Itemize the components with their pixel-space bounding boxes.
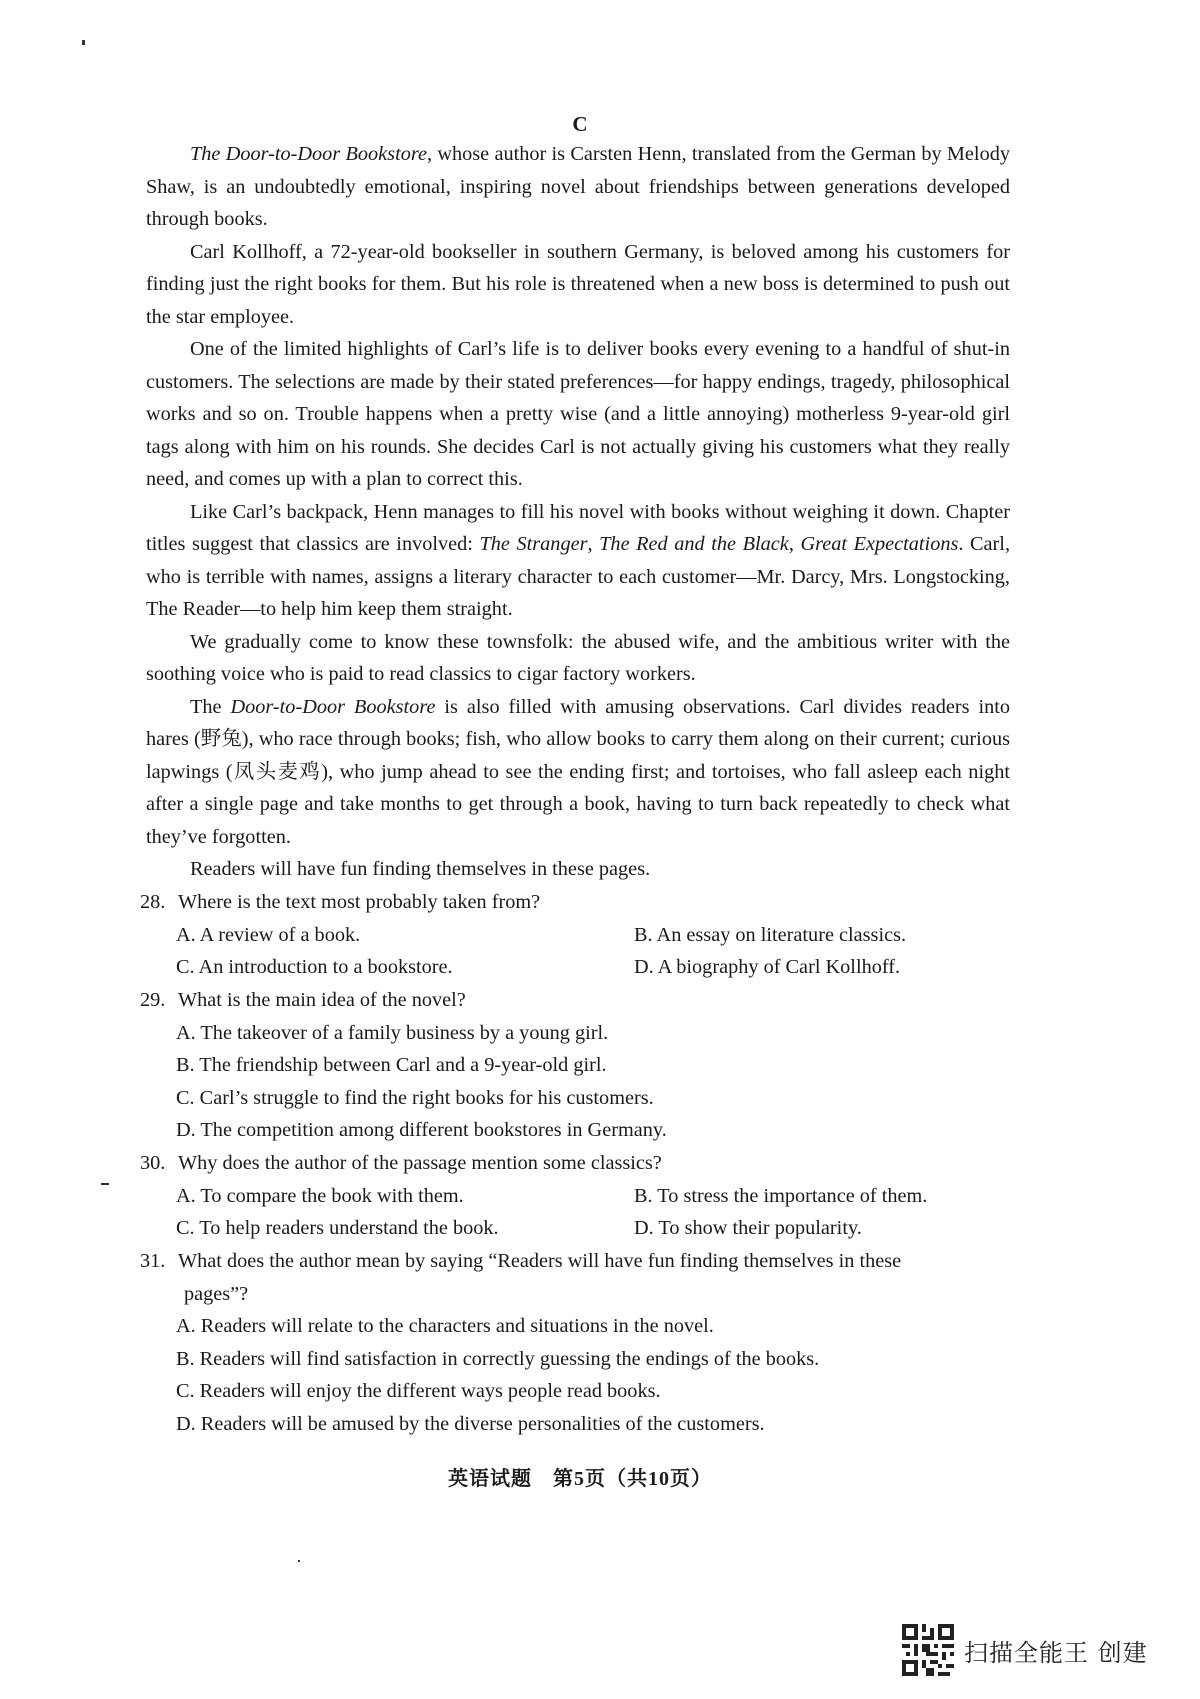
option-list bbox=[176, 1180, 1020, 1245]
question-stem: 29. What is the main idea of the novel? bbox=[140, 984, 1020, 1017]
section-letter: C bbox=[572, 112, 588, 136]
option-b: B. Readers will find satisfaction in correctly guessing the endings of the books. bbox=[176, 1347, 820, 1370]
question-number: 30. bbox=[140, 1152, 166, 1174]
book-title: Door-to-Door Bookstore bbox=[230, 695, 436, 718]
option-b: B. To stress the importance of them. bbox=[634, 1184, 928, 1207]
option-a: A. Readers will relate to the characters and situations in the novel. bbox=[176, 1315, 714, 1337]
question-stem-continued: pages”? bbox=[184, 1282, 249, 1305]
qr-code-icon bbox=[902, 1624, 954, 1676]
option-a: A. A review of a book. bbox=[176, 923, 361, 946]
question-28 bbox=[140, 886, 1020, 984]
option-list bbox=[176, 1017, 1020, 1147]
passage-paragraph-6: The Door-to-Door Bookstore is also filled with amusing observations. Carl divides readers into hares (野兔), who race through books; fish, who allow books to carry them along on their current; curious lapwings (凤头麦鸡), who jump ahead to see the ending first; and tortoises, who fall asleep each night after a single page and take months to get through a book, having to turn back repeatedly to check what they’ve forgotten. bbox=[146, 695, 1011, 848]
scan-speck bbox=[101, 1183, 109, 1185]
question-stem: 28. Where is the text most probably taken from? bbox=[140, 886, 1020, 919]
passage-paragraph-5: We gradually come to know these townsfolk: the abused wife, and the ambitious writer with the soothing voice who is paid to read classics to cigar factory workers. bbox=[146, 630, 1010, 685]
option-c: C. Readers will enjoy the different ways people read books. bbox=[176, 1380, 661, 1402]
passage-paragraph-4: Like Carl’s backpack, Henn manages to fill his novel with books without weighing it down. Chapter titles suggest that classics are involved: The Stranger, The Red and the Black, Great Expectations. Carl, who is terrible with names, assigns a literary character to each customer—Mr. Darcy, Mrs. Longstocking, The Reader—to help him keep them straight. bbox=[146, 500, 1011, 620]
question-number: 31. bbox=[140, 1250, 166, 1272]
classic-title: Great Expectations bbox=[800, 533, 959, 555]
option-list bbox=[176, 919, 1020, 984]
question-30 bbox=[140, 1147, 1020, 1245]
option-a: A. To compare the book with them. bbox=[176, 1184, 464, 1207]
book-title: The Door-to-Door Bookstore bbox=[190, 143, 427, 165]
option-c: C. Carl’s struggle to find the right books for his customers. bbox=[176, 1086, 654, 1109]
option-d: D. To show their popularity. bbox=[634, 1217, 862, 1239]
watermark-text: 扫描全能王 创建 bbox=[964, 1638, 1148, 1667]
classic-title: The Stranger bbox=[479, 533, 588, 555]
passage bbox=[146, 138, 1010, 886]
option-d: D. The competition among different bookstores in Germany. bbox=[176, 1119, 667, 1141]
question-number: 29. bbox=[140, 989, 166, 1011]
option-d: D. Readers will be amused by the diverse personalities of the customers. bbox=[176, 1412, 765, 1435]
scanner-watermark bbox=[902, 1624, 1148, 1676]
option-b: B. An essay on literature classics. bbox=[634, 923, 907, 946]
option-list bbox=[176, 1310, 1020, 1440]
passage-paragraph-1: The Door-to-Door Bookstore, whose author is Carsten Henn, translated from the German by Melody Shaw, is an undoubtedly emotional, inspiring novel about friendships between generations developed through books. bbox=[146, 143, 1010, 230]
question-29 bbox=[140, 984, 1020, 1147]
option-b: B. The friendship between Carl and a 9-year-old girl. bbox=[176, 1054, 607, 1076]
scan-speck bbox=[82, 40, 85, 45]
passage-paragraph-7: Readers will have fun finding themselves in these pages. bbox=[190, 858, 651, 880]
question-31 bbox=[140, 1245, 1020, 1440]
scan-speck bbox=[298, 1560, 300, 1562]
option-c: C. An introduction to a bookstore. bbox=[176, 956, 453, 978]
classic-title: The Red and the Black bbox=[599, 533, 789, 555]
passage-paragraph-2: Carl Kollhoff, a 72-year-old bookseller in southern Germany, is beloved among his customers for finding just the right books for them. But his role is threatened when a new boss is determined to push out the star employee. bbox=[146, 240, 1010, 328]
question-number: 28. bbox=[140, 891, 166, 913]
option-c: C. To help readers understand the book. bbox=[176, 1217, 499, 1239]
passage-paragraph-3: One of the limited highlights of Carl’s life is to deliver books every evening to a handful of shut-in customers. The selections are made by their stated preferences—for happy endings, tragedy, philosophical works and so on. Trouble happens when a pretty wise (and a little annoying) motherless 9-year-old girl tags along with him on his rounds. She decides Carl is not actually giving his customers what they really need, and comes up with a plan to correct this. bbox=[146, 338, 1010, 490]
page-footer: 英语试题 第5页（共10页） bbox=[448, 1468, 712, 1490]
option-d: D. A biography of Carl Kollhoff. bbox=[634, 956, 901, 978]
option-a: A. The takeover of a family business by a young girl. bbox=[176, 1021, 609, 1044]
question-stem: 30. Why does the author of the passage mention some classics? bbox=[140, 1147, 1020, 1180]
question-stem: 31. What does the author mean by saying “Readers will have fun finding themselves in these bbox=[140, 1245, 1020, 1278]
